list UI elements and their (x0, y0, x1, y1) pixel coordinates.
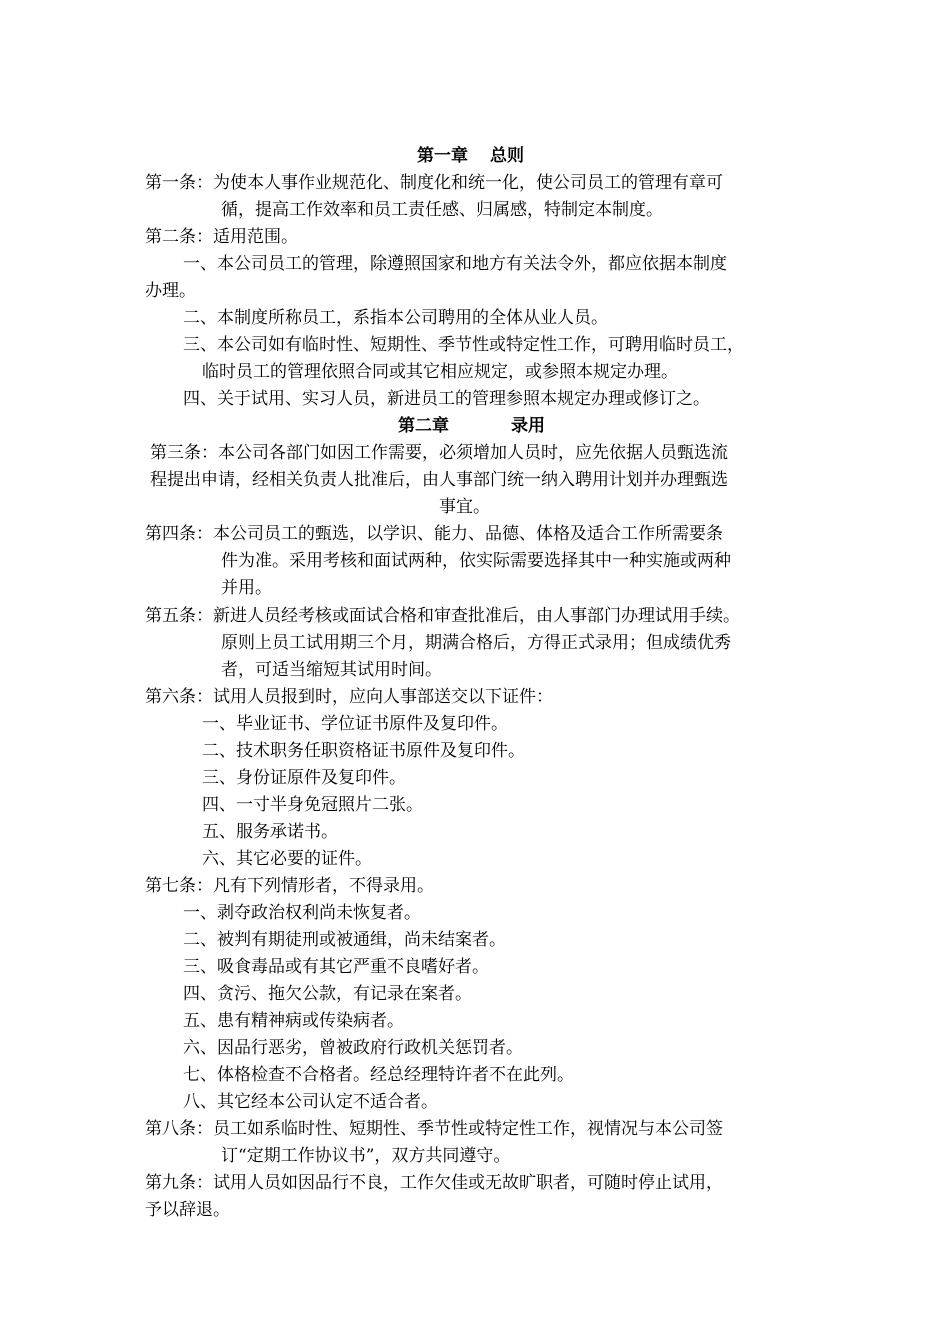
article-2-item-4: 四、关于试用、实习人员，新进员工的管理参照本规定办理或修订之。 (183, 389, 710, 409)
article-1-line-2: 循，提高工作效率和员工责任感、归属感，特制定本制度。 (221, 200, 663, 220)
article-4-line-3: 并用。 (221, 578, 272, 598)
article-9-line-2: 予以辞退。 (145, 1200, 230, 1220)
article-3-line-2: 程提出申请，经相关负责人批准后，由人事部门统一纳入聘用计划并办理甄选 (150, 470, 728, 490)
article-2-item-3-line-1: 三、本公司如有临时性、短期性、季节性或特定性工作，可聘用临时员工， (183, 335, 744, 355)
article-6-item: 六、其它必要的证件。 (202, 849, 372, 869)
article-7-title: 第七条：凡有下列情形者，不得录用。 (145, 876, 434, 896)
article-2-item-3-line-2: 临时员工的管理依照合同或其它相应规定，或参照本规定办理。 (202, 362, 678, 382)
article-2-item-1-line-1: 一、本公司员工的管理，除遵照国家和地方有关法令外，都应依据本制度 (183, 254, 727, 274)
article-5-line-3: 者，可适当缩短其试用时间。 (221, 660, 442, 680)
article-6-item: 二、技术职务任职资格证书原件及复印件。 (202, 741, 525, 761)
article-6-item: 三、身份证原件及复印件。 (202, 768, 406, 788)
chapter-2-name: 录用 (511, 416, 545, 436)
article-8-line-2: 订“定期工作协议书”，双方共同遵守。 (221, 1146, 511, 1166)
article-7-item: 五、患有精神病或传染病者。 (183, 1011, 404, 1031)
chapter-1-number: 第一章 (417, 146, 468, 166)
article-7-item: 八、其它经本公司认定不适合者。 (183, 1092, 438, 1112)
article-5-line-2: 原则上员工试用期三个月，期满合格后，方得正式录用；但成绩优秀 (221, 633, 731, 653)
article-6-title: 第六条：试用人员报到时，应向人事部送交以下证件： (145, 687, 553, 707)
article-7-item: 七、体格检查不合格者。经总经理特许者不在此列。 (183, 1065, 574, 1085)
article-3-line-3: 事宜。 (439, 497, 490, 517)
article-8-line-1: 第八条：员工如系临时性、短期性、季节性或特定性工作，视情况与本公司签 (145, 1119, 723, 1139)
article-9-line-1: 第九条：试用人员如因品行不良，工作欠佳或无故旷职者，可随时停止试用， (145, 1173, 723, 1193)
article-7-item: 三、吸食毒品或有其它严重不良嗜好者。 (183, 957, 489, 977)
article-6-item: 五、服务承诺书。 (202, 822, 338, 842)
article-2-title: 第二条：适用范围。 (145, 227, 298, 247)
article-2-item-2: 二、本制度所称员工，系指本公司聘用的全体从业人员。 (183, 308, 608, 328)
chapter-1-heading (417, 145, 524, 167)
article-5-line-1: 第五条：新进人员经考核或面试合格和审查批准后，由人事部门办理试用手续。 (145, 606, 740, 626)
chapter-2-number: 第二章 (398, 416, 449, 436)
article-6-item: 四、一寸半身免冠照片二张。 (202, 795, 423, 815)
article-1-line-1: 第一条：为使本人事作业规范化、制度化和统一化，使公司员工的管理有章可 (145, 173, 723, 193)
chapter-2-heading (398, 415, 545, 437)
article-3-line-1: 第三条：本公司各部门如因工作需要，必须增加人员时，应先依据人员甄选流 (150, 443, 728, 463)
article-4-line-2: 件为准。采用考核和面试两种，依实际需要选择其中一种实施或两种 (221, 551, 731, 571)
chapter-1-name: 总则 (490, 146, 524, 166)
article-7-item: 一、剥夺政治权利尚未恢复者。 (183, 903, 421, 923)
article-7-item: 二、被判有期徒刑或被通缉，尚未结案者。 (183, 930, 506, 950)
article-7-item: 六、因品行恶劣，曾被政府行政机关惩罚者。 (183, 1038, 523, 1058)
article-2-item-1-line-2: 办理。 (145, 281, 196, 301)
article-6-item: 一、毕业证书、学位证书原件及复印件。 (202, 714, 508, 734)
article-7-item: 四、贪污、拖欠公款，有记录在案者。 (183, 984, 472, 1004)
article-4-line-1: 第四条：本公司员工的甄选，以学识、能力、品德、体格及适合工作所需要条 (145, 524, 723, 544)
